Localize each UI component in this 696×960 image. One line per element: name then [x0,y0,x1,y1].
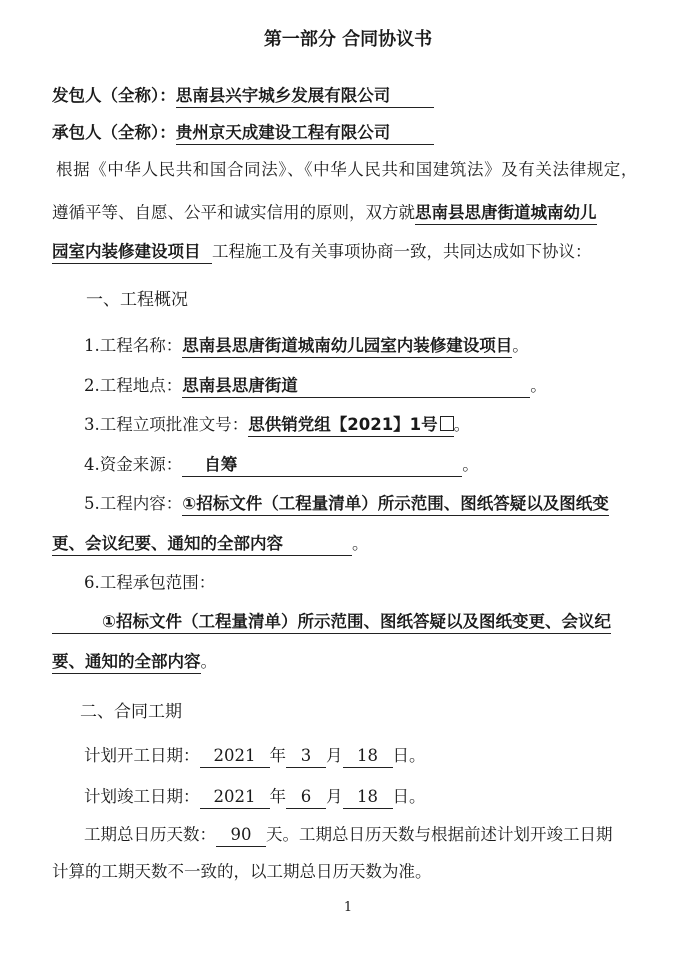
intro-line-2-text: 遵循平等、自愿、公平和诚实信用的原则，双方就 [52,203,415,222]
document-title: 第一部分 合同协议书 [263,29,433,50]
page-number: 1 [343,900,353,915]
intro-line-3-text: 工程施工及有关事项协商一致，共同达成如下协议： [212,242,592,261]
item3-value-wrap [248,414,453,437]
item5-line-1 [84,492,609,516]
duration-label: 工期总日历天数： [84,825,216,844]
item2-value: 思南县思唐街道 [182,375,530,398]
finish-month: 6 [286,786,326,809]
employer-line [52,84,434,108]
contractor-label: 承包人（全称）： [52,123,176,142]
item6-line-1 [52,610,611,634]
item5-label: 5.工程内容： [84,494,183,513]
item2-label: 2.工程地点： [84,376,183,395]
item2-line [84,374,547,398]
start-month: 3 [286,745,326,768]
item5-value-b: 更、会议纪要、通知的全部内容 [52,533,352,556]
finish-year: 2021 [200,786,270,809]
finish-day: 18 [343,786,393,809]
finish-year-unit: 年 [269,787,286,806]
duration-line-1 [84,823,613,847]
item1-end: 。 [512,336,529,355]
item5-end: 。 [352,534,369,553]
contractor-value: 贵州京天成建设工程有限公司 [176,122,434,145]
start-year-unit: 年 [269,746,286,765]
intro-project-part-2: 园室内装修建设项目 [52,241,212,264]
item4-label: 4.资金来源： [84,455,183,474]
item3-label: 3.工程立项批准文号： [84,415,249,434]
finish-month-unit: 月 [326,787,343,806]
item3-value: 思供销党组【2021】1号 [248,415,438,434]
start-day: 18 [343,745,393,768]
finish-date-label: 计划竣工日期： [84,787,200,806]
item6-end: 。 [200,652,217,671]
duration-line-2: 计算的工期天数不一致的，以工期总日历天数为准。 [52,862,432,881]
item6-value-a: ①招标文件（工程量清单）所示范围、图纸答疑以及图纸变更、会议纪 [52,611,611,634]
intro-project-part-1: 思南县思唐街道城南幼儿 [415,202,597,225]
duration-after: 天。工期总日历天数与根据前述计划开竣工日期 [266,825,613,844]
finish-day-unit: 日。 [392,787,426,806]
employer-label: 发包人（全称）： [52,86,176,105]
start-date-line [84,744,426,768]
item5-value-a: ①招标文件（工程量清单）所示范围、图纸答疑以及图纸变 [182,493,608,516]
start-day-unit: 日。 [392,746,426,765]
checkbox-square-icon [440,416,454,431]
item6-line-2 [52,650,217,674]
section1-heading: 一、工程概况 [86,290,188,310]
employer-value: 思南县兴宇城乡发展有限公司 [176,85,434,108]
finish-date-line [84,785,426,809]
duration-value: 90 [216,824,266,847]
section2-heading: 二、合同工期 [80,702,182,722]
item4-line [84,453,479,477]
start-month-unit: 月 [326,746,343,765]
intro-line-3 [52,240,592,264]
item4-value: 自筹 [182,454,462,477]
start-year: 2021 [200,745,270,768]
intro-line-1: 根据《中华人民共和国合同法》、《中华人民共和国建筑法》及有关法律规定， [56,160,638,179]
item3-line [84,413,470,437]
start-date-label: 计划开工日期： [84,746,200,765]
item5-line-2 [52,532,369,556]
item6-value-b: 要、通知的全部内容 [52,651,201,674]
item2-end: 。 [530,376,547,395]
item1-value: 思南县思唐街道城南幼儿园室内装修建设项目 [182,335,512,358]
intro-line-2 [52,201,597,225]
item1-label: 1.工程名称： [84,336,183,355]
item4-end: 。 [462,455,479,474]
item6-line: 6.工程承包范围： [84,573,216,592]
item3-end: 。 [453,415,471,434]
contractor-line [52,121,434,145]
item1-line [84,334,529,358]
